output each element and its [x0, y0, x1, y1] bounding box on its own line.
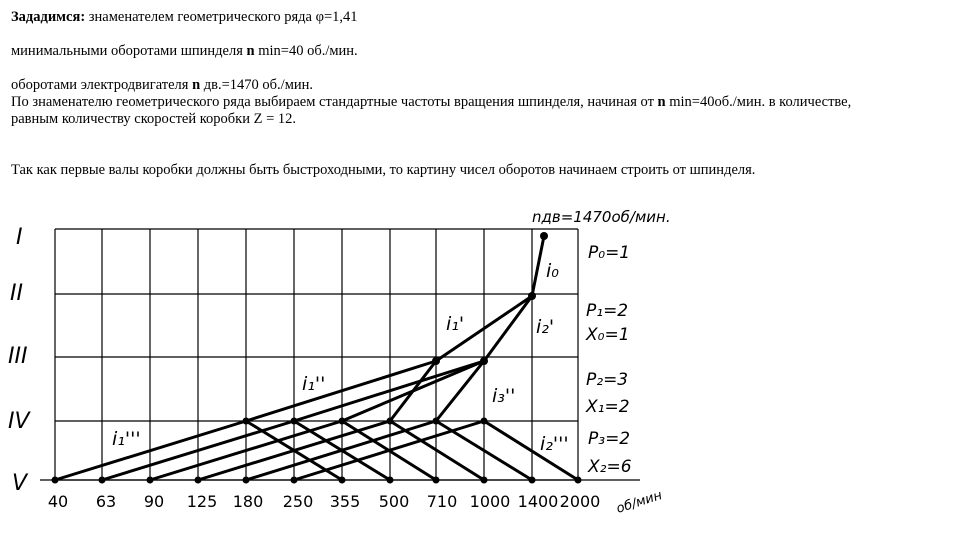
heading-label: Зададимся:: [11, 9, 86, 25]
select-rest: min=40об./мин. в количестве,: [665, 94, 852, 110]
speed-label: 1400: [517, 492, 559, 511]
param-p1: P₁=2: [586, 301, 629, 321]
nmin-value: min=40 об./мин.: [254, 43, 358, 59]
shaft-label-3: III: [8, 344, 28, 369]
nmin-text: минимальными оборотами шпинделя: [11, 43, 247, 59]
select-text: По знаменателю геометрического ряда выбираем стандартные частоты вращения шпинделя, начиная от: [11, 94, 658, 110]
speed-labels: [48, 492, 601, 511]
speed-label: 180: [232, 492, 264, 511]
ratio-label-i1ppp: i₁''': [112, 428, 141, 450]
shaft-label-1: I: [16, 225, 23, 250]
param-p3: P₃=2: [588, 429, 631, 449]
shaft-label-2: II: [10, 281, 23, 306]
param-x1: X₁=2: [586, 397, 630, 417]
motor-text: оборотами электродвигателя: [11, 77, 193, 93]
units-label: об/мин: [614, 487, 665, 517]
speed-label: 63: [95, 492, 117, 511]
speed-label: 90: [143, 492, 165, 511]
ratio-label-i0: i₀: [546, 260, 559, 282]
param-labels: [585, 243, 632, 477]
ratio-text: знаменателем геометрического ряда φ=1,41: [85, 9, 358, 25]
ratio-label-i2ppp: i₂''': [540, 433, 569, 455]
param-p0: P₀=1: [588, 243, 631, 263]
speed-label: 2000: [559, 492, 601, 511]
ratio-label-i1pp: i₁'': [302, 373, 326, 395]
shaft-label-5: V: [12, 471, 28, 496]
param-x0: X₀=1: [586, 325, 630, 345]
build-text: Так как первые валы коробки должны быть быстроходными, то картину чисел оборотов начинаем строить от шпинделя.: [11, 162, 756, 178]
speed-label: 500: [378, 492, 410, 511]
shaft-label-4: IV: [8, 409, 30, 434]
nmin-symbol: n: [246, 43, 255, 59]
shaft-labels: [8, 225, 31, 496]
select-symbol: n: [657, 94, 666, 110]
speed-label: 710: [426, 492, 458, 511]
ratio-label-i3pp: i₃'': [492, 385, 516, 407]
ratio-label-i2p: i₂': [536, 316, 555, 338]
ratio-label-i1p: i₁': [446, 313, 465, 335]
speed-label: 355: [329, 492, 361, 511]
speed-label: 250: [282, 492, 314, 511]
motor-symbol: n: [192, 77, 201, 93]
param-p2: P₂=3: [586, 370, 629, 390]
speed-label: 125: [186, 492, 218, 511]
speed-label: 1000: [469, 492, 511, 511]
motor-label: nдв=1470об/мин.: [532, 208, 671, 226]
count-text: равным количеству скоростей коробки Z = 12.: [11, 111, 297, 127]
motor-value: дв.=1470 об./мин.: [200, 77, 314, 93]
param-x2: X₂=6: [588, 457, 632, 477]
speed-label: 40: [47, 492, 69, 511]
